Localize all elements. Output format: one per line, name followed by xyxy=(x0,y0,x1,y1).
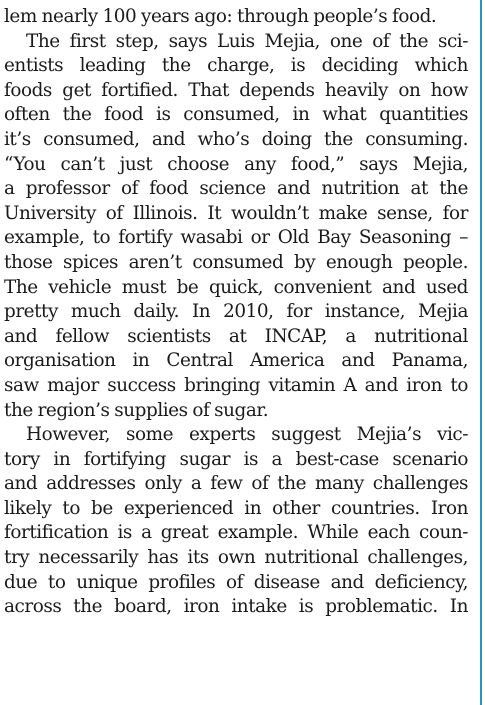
text-line: organisation in Central America and Panama, xyxy=(4,350,468,372)
text-line: it’s consumed, and who’s doing the consuming. xyxy=(4,128,468,150)
text-line: likely to be experienced in other countries. Iron xyxy=(4,497,468,519)
article-text-column xyxy=(4,5,468,620)
text-line: However, some experts suggest Mejia’s vic- xyxy=(26,424,468,446)
text-line: the region’s supplies of sugar. xyxy=(4,399,269,421)
text-line: The first step, says Luis Mejia, one of the sci- xyxy=(26,30,468,52)
text-line: lem nearly 100 years ago: through people’s food. xyxy=(4,6,437,27)
text-line: across the board, iron intake is problematic. In xyxy=(4,596,468,618)
text-line: and addresses only a few of the many challenges xyxy=(4,473,468,495)
text-line: “You can’t just choose any food,” says Mejia, xyxy=(4,153,468,175)
text-line: those spices aren’t consumed by enough people. xyxy=(4,251,468,273)
text-line: often the food is consumed, in what quantities xyxy=(4,104,468,126)
column-rule xyxy=(480,0,482,705)
text-line: fortification is a great example. While each coun- xyxy=(4,522,468,544)
text-line: tory in fortifying sugar is a best-case scenario xyxy=(4,448,468,470)
text-line: saw major success bringing vitamin A and iron to xyxy=(4,374,468,396)
partially-visible-line xyxy=(4,700,468,705)
text-line: The vehicle must be quick, convenient and used xyxy=(4,276,468,298)
text-line: foods get fortified. That depends heavily on how xyxy=(4,79,468,101)
text-line: a professor of food science and nutrition at the xyxy=(4,178,468,200)
text-line: and fellow scientists at INCAP, a nutritional xyxy=(4,325,468,347)
text-line: try necessarily has its own nutritional challenges, xyxy=(4,547,468,569)
text-line: University of Illinois. It wouldn’t make sense, for xyxy=(4,202,468,224)
text-line: pretty much daily. In 2010, for instance, Mejia xyxy=(4,301,468,323)
text-line: example, to fortify wasabi or Old Bay Seasoning – xyxy=(4,227,468,249)
text-line: entists leading the charge, is deciding which xyxy=(4,55,468,77)
text-line: due to unique profiles of disease and deficiency, xyxy=(4,571,468,593)
